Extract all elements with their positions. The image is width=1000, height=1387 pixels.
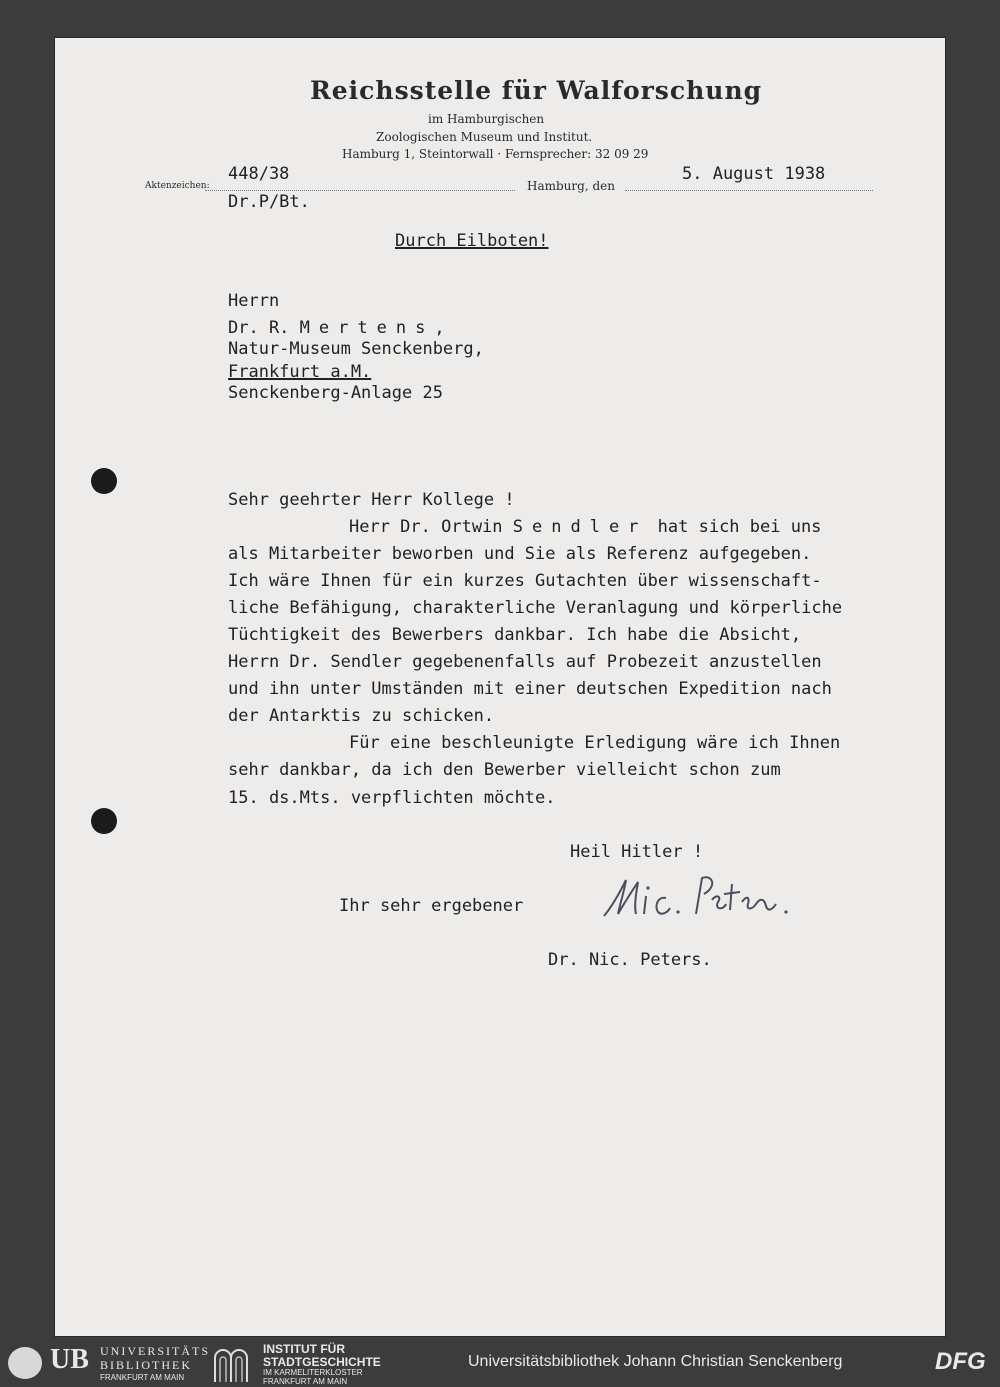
isg-line1: INSTITUT FÜR	[263, 1342, 345, 1356]
letterhead-line3: Hamburg 1, Steintorwall · Fernsprecher: 32 09 29	[342, 147, 649, 161]
greeting: Sehr geehrter Herr Kollege !	[228, 490, 515, 510]
body-second-paragraph: Für eine beschleunigte Erledigung wäre ich Ihnen	[349, 733, 841, 753]
body-line: als Mitarbeiter beworben und Sie als Referenz aufgegeben.	[228, 544, 812, 564]
body-line: Tüchtigkeit des Bewerbers dankbar. Ich habe die Absicht,	[228, 625, 802, 645]
letterhead-line2: Zoologischen Museum und Institut.	[376, 130, 593, 144]
place-label: Hamburg, den	[527, 179, 615, 193]
date-dotted-line	[625, 190, 873, 191]
punch-hole	[91, 468, 117, 494]
ub-portrait-logo-icon	[8, 1347, 42, 1379]
dfg-logo: DFG	[935, 1348, 986, 1375]
initials: Dr.P/Bt.	[228, 192, 310, 212]
body-first-line: Herr Dr. Ortwin Sendler hat sich bei uns	[349, 517, 822, 537]
aktenzeichen-dotted-line	[205, 190, 515, 191]
body-line: Ich wäre Ihnen für ein kurzes Gutachten über wissenschaft-	[228, 571, 822, 591]
footer-center-text: Universitätsbibliothek Johann Christian Senckenberg	[468, 1353, 843, 1370]
aktenzeichen-label: Aktenzeichen:	[145, 181, 210, 191]
address-street: Senckenberg-Anlage 25	[228, 383, 443, 403]
isg-line3: IM KARMELITERKLOSTER	[263, 1368, 363, 1377]
letterhead-title: Reichsstelle für Walforschung	[310, 76, 763, 105]
address-salutation: Herrn	[228, 291, 280, 311]
ub-logo-text: UB	[50, 1344, 89, 1375]
aktenzeichen-value: 448/38	[228, 164, 290, 184]
address-institution: Natur-Museum Senckenberg,	[228, 339, 484, 359]
body-line: der Antarktis zu schicken.	[228, 706, 495, 726]
ub-line2: BIBLIOTHEK	[100, 1358, 192, 1372]
ub-line1: UNIVERSITÄTS	[100, 1344, 210, 1358]
closing-yours: Ihr sehr ergebener	[339, 896, 524, 916]
address-name: Dr. R. Mertens,	[228, 318, 445, 338]
closing-heil: Heil Hitler !	[570, 842, 704, 862]
body-line: und ihn unter Umständen mit einer deutschen Expedition nach	[228, 679, 832, 699]
punch-hole	[91, 808, 117, 834]
letterhead-line1: im Hamburgischen	[428, 112, 545, 126]
body-line: Herrn Dr. Sendler gegebenenfalls auf Probezeit anzustellen	[228, 652, 822, 672]
footer-bar	[0, 1338, 1000, 1387]
isg-arches-logo-icon	[213, 1344, 249, 1382]
date: 5. August 1938	[682, 164, 826, 184]
isg-line2: STADTGESCHICHTE	[263, 1355, 381, 1369]
address-city: Frankfurt a.M.	[228, 362, 372, 382]
body-line: liche Befähigung, charakterliche Veranlagung und körperliche	[228, 598, 843, 618]
ub-line3: FRANKFURT AM MAIN	[100, 1373, 185, 1382]
handwritten-signature	[600, 866, 800, 926]
body-line: sehr dankbar, da ich den Bewerber vielleicht schon zum	[228, 760, 781, 780]
body-line: 15. ds.Mts. verpflichten möchte.	[228, 788, 556, 808]
delivery-note: Durch Eilboten!	[395, 231, 549, 251]
isg-line4: FRANKFURT AM MAIN	[263, 1377, 348, 1386]
signatory-name: Dr. Nic. Peters.	[548, 950, 712, 970]
